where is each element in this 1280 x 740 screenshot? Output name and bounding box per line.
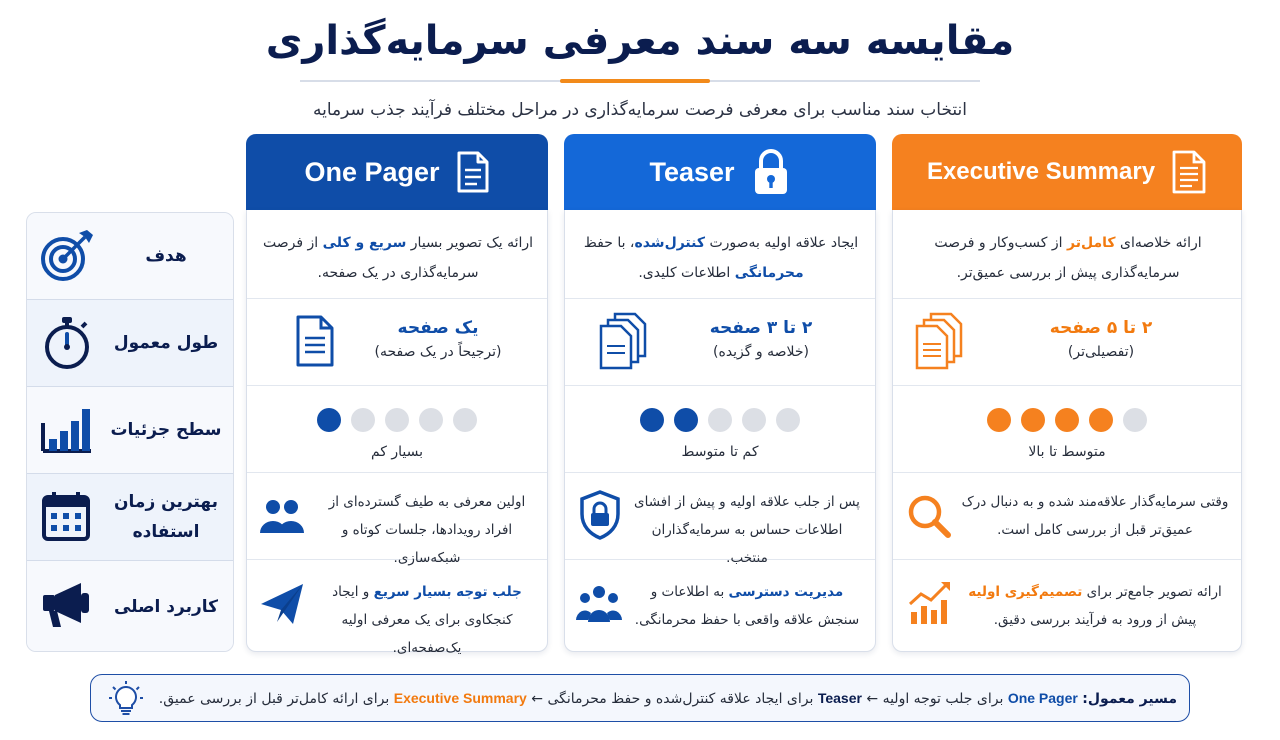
column-header-teaser xyxy=(564,134,876,210)
teaser-length: ۲ تا ۳ صفحه (خلاصه و گزیده) xyxy=(709,318,813,360)
executive-summary-detail-dots xyxy=(893,408,1241,432)
detail-level-dot xyxy=(776,408,800,432)
lock-icon xyxy=(751,148,791,196)
executive-summary-length: ۲ تا ۵ صفحه (تفصیلی‌تر) xyxy=(1049,318,1153,360)
row-label-timing-text: بهترین زمان استفاده xyxy=(114,492,218,542)
single-page-icon xyxy=(295,314,335,368)
card-teaser xyxy=(564,210,876,652)
teaser-goal: ایجاد علاقه اولیه به‌صورت کنترل‌شده، با حفظ محرمانگی اطلاعات کلیدی. xyxy=(583,235,859,281)
row-label-use-text: کاربرد اصلی xyxy=(113,597,219,617)
target-icon xyxy=(39,227,95,283)
page-title: مقایسه سه سند معرفی سرمایه‌گذاری xyxy=(265,18,1015,64)
one-pager-use: جلب توجه بسیار سریع و ایجاد کنجکاوی برای یک معرفی اولیه یک‌صفحه‌ای. xyxy=(332,584,522,656)
one-pager-detail-dots xyxy=(247,408,547,432)
detail-level-dot xyxy=(1021,408,1045,432)
detail-level-dot xyxy=(987,408,1011,432)
one-pager-goal: ارائه یک تصویر بسیار سریع و کلی از فرصت سرمایه‌گذاری در یک صفحه. xyxy=(262,235,534,281)
stopwatch-icon xyxy=(39,314,95,370)
one-pager-timing: اولین معرفی به طیف گسترده‌ای از افراد رویدادها، جلسات کوتاه و شبکه‌سازی. xyxy=(328,494,526,566)
megaphone-icon xyxy=(39,575,95,631)
executive-summary-detail-label: متوسط تا بالا xyxy=(1028,444,1106,460)
column-label-teaser: Teaser xyxy=(649,156,735,187)
detail-level-dot xyxy=(674,408,698,432)
column-label-one-pager: One Pager xyxy=(304,156,440,187)
row-label-length-text: طول معمول xyxy=(113,333,219,353)
shield-lock-icon xyxy=(579,490,621,540)
teaser-detail-dots xyxy=(565,408,875,432)
detail-level-dot xyxy=(1123,408,1147,432)
column-header-executive-summary xyxy=(892,134,1242,210)
teaser-timing: پس از جلب علاقه اولیه و پیش از افشای اطلاعات حساس به سرمایه‌گذاران منتخب. xyxy=(634,494,860,566)
document-icon xyxy=(456,150,490,194)
detail-level-dot xyxy=(708,408,732,432)
bar-chart-icon xyxy=(39,401,95,457)
row-label-timing xyxy=(27,474,233,561)
executive-summary-goal: ارائه خلاصه‌ای کامل‌تر از کسب‌وکار و فرصت سرمایه‌گذاری پیش از بررسی عمیق‌تر. xyxy=(934,235,1202,281)
detail-level-dot xyxy=(419,408,443,432)
card-one-pager xyxy=(246,210,548,656)
detail-level-dot xyxy=(385,408,409,432)
one-pager-detail-label: بسیار کم xyxy=(370,444,424,460)
multi-page-icon xyxy=(599,312,649,370)
document-lines-icon xyxy=(1171,149,1207,195)
detail-level-dot xyxy=(1089,408,1113,432)
row-label-detail-text: سطح جزئیات xyxy=(110,420,222,440)
row-label-goal-text: هدف xyxy=(145,246,187,266)
team-group-icon xyxy=(575,584,623,624)
row-label-length xyxy=(27,300,233,387)
one-pager-length: یک صفحه (ترجیحاً در یک صفحه) xyxy=(374,318,502,360)
teaser-use: مدیریت دسترسی به اطلاعات و سنجش علاقه واقعی با حفظ محرمانگی. xyxy=(634,584,860,628)
row-label-goal xyxy=(27,213,233,300)
lightbulb-icon xyxy=(108,680,144,716)
executive-summary-use: ارائه تصویر جامع‌تر برای تصمیم‌گیری اولیه پیش از ورود به فرآیند بررسی دقیق. xyxy=(968,584,1222,628)
row-label-use xyxy=(27,561,233,652)
magnifier-icon xyxy=(907,494,951,538)
detail-level-dot xyxy=(742,408,766,432)
calendar-icon xyxy=(39,488,95,544)
page-subtitle: انتخاب سند مناسب برای معرفی فرصت سرمایه‌گذاری در مراحل مختلف فرآیند جذب سرمایه xyxy=(312,100,968,120)
users-group-icon xyxy=(259,496,305,536)
detail-level-dot xyxy=(351,408,375,432)
detail-level-dot xyxy=(640,408,664,432)
typical-path-footer xyxy=(90,674,1190,722)
title-accent-bar xyxy=(560,79,710,83)
row-label-detail xyxy=(27,387,233,474)
detail-level-dot xyxy=(453,408,477,432)
executive-summary-timing: وقتی سرمایه‌گذار علاقه‌مند شده و به دنبال درک عمیق‌تر قبل از بررسی کامل است. xyxy=(961,494,1229,538)
typical-path-text: مسیر معمول: One Pager برای جلب توجه اولیه ← Teaser برای ایجاد علاقه کنترل‌شده و حفظ محرمانگی ← Executive Summary برای ارائه کامل‌تر قبل از بررسی عمیق. xyxy=(158,689,1177,707)
detail-level-dot xyxy=(1055,408,1079,432)
column-label-executive-summary: Executive Summary xyxy=(926,158,1156,185)
detail-level-dot xyxy=(317,408,341,432)
multi-page-icon xyxy=(915,312,965,370)
row-labels-panel xyxy=(26,212,234,652)
column-header-one-pager xyxy=(246,134,548,210)
paper-plane-icon xyxy=(259,582,305,626)
teaser-detail-label: کم تا متوسط xyxy=(681,444,759,460)
growth-chart-icon xyxy=(907,580,953,626)
card-executive-summary xyxy=(892,210,1242,652)
